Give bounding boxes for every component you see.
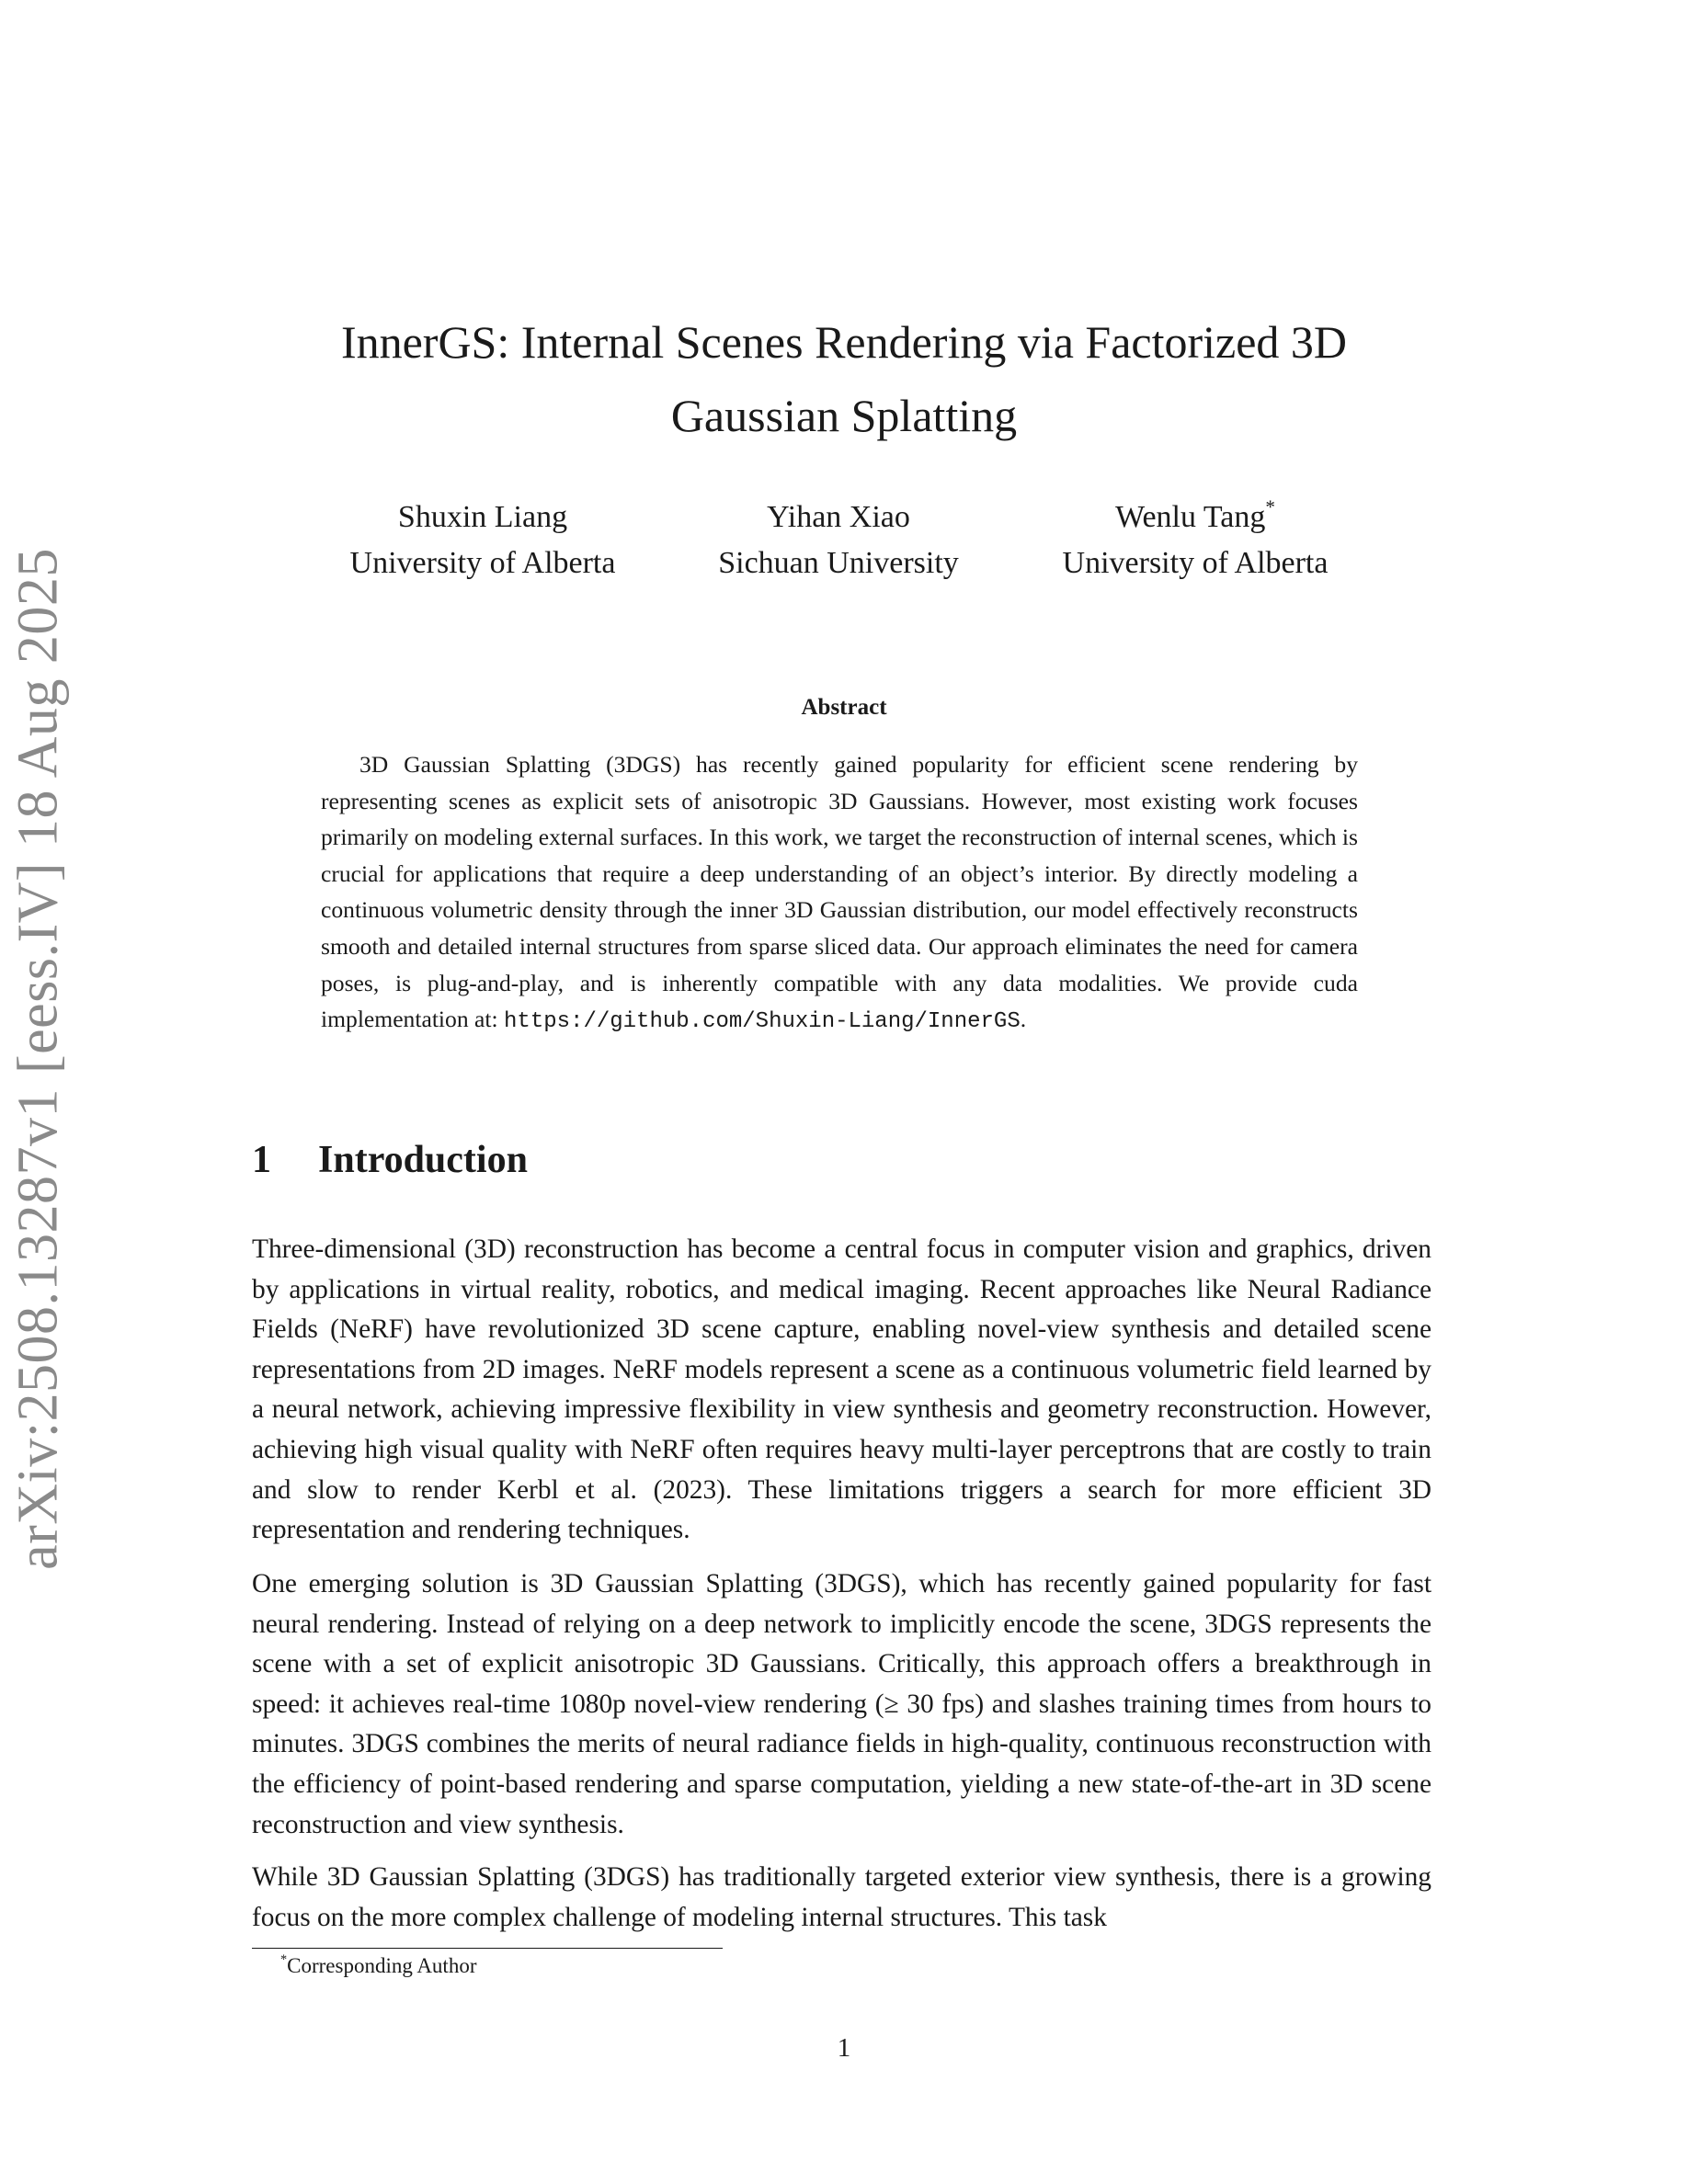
section-number: 1 xyxy=(252,1139,271,1181)
section-title: Introduction xyxy=(318,1139,528,1181)
author-2 xyxy=(718,495,959,586)
body-paragraph: While 3D Gaussian Splatting (3DGS) has traditionally targeted exterior view synthesis, there is a growing focus on the more complex challenge of modeling internal structures. This task xyxy=(252,1862,1431,1932)
author-1 xyxy=(350,495,616,586)
author-affiliation: University of Alberta xyxy=(1062,546,1329,580)
abstract-heading: Abstract xyxy=(801,695,887,720)
author-name: Yihan Xiao xyxy=(767,500,910,534)
body-paragraph: Three-dimensional (3D) reconstruction has become a central focus in computer vision and graphics, driven by applications in virtual reality, robotics, and medical imaging. Recent approaches like Neural Radiance Fields (NeRF) have revolutionized 3D scene capture, enabling novel-view synthesis and detailed scene representations from 2D images. NeRF models represent a scene as a continuous volumetric field learned by a neural network, achieving impressive flexibility in view synthesis and geometry reconstruction. However, achieving high visual quality with NeRF often requires heavy multi-layer perceptrons that are costly to train and slow to render Kerbl et al. (2023). These limitations triggers a search for more efficient 3D representation and rendering techniques. xyxy=(252,1234,1431,1545)
footnote: *Corresponding Author xyxy=(280,1952,477,1977)
code-repository-link[interactable]: https://github.com/Shuxin-Liang/InnerGS xyxy=(504,1009,1021,1035)
author-block xyxy=(0,495,1688,596)
section-heading-introduction xyxy=(252,1138,528,1182)
page-number: 1 xyxy=(837,2033,851,2063)
author-name: Wenlu Tang* xyxy=(1115,495,1275,534)
author-3 xyxy=(1063,495,1329,586)
author-affiliation: University of Alberta xyxy=(349,546,616,580)
author-name: Shuxin Liang xyxy=(397,500,568,534)
abstract-text: 3D Gaussian Splatting (3DGS) has recently gained popularity for efficient scene rendering by representing scenes as explicit sets of anisotropic 3D Gaussians. However, most existing work focuses primarily on modeling external surfaces. In this work, we target the reconstruction of internal scenes, which is crucial for applications that require a deep understanding of an object’s interior. By directly modeling a continuous volumetric density through the inner 3D Gaussian distribution, our model effectively reconstructs smooth and detailed internal structures from sparse sliced data. Our approach eliminates the need for camera poses, is plug-and-play, and is inherently compatible with any data modalities. We provide cuda implementation at: https://github.com/Shuxin-Liang/InnerGS. xyxy=(321,751,1358,1035)
author-affiliation: Sichuan University xyxy=(718,546,959,580)
body-paragraph: One emerging solution is 3D Gaussian Splatting (3DGS), which has recently gained popularity for fast neural rendering. Instead of relying on a deep network to implicitly encode the scene, 3DGS represents the scene with a set of explicit anisotropic 3D Gaussians. Critically, this approach offers a breakthrough in speed: it achieves real-time 1080p novel-view rendering (≥ 30 fps) and slashes training times from hours to minutes. 3DGS combines the merits of neural radiance fields in high-quality, continuous reconstruction with the efficiency of point-based rendering and sparse computation, yielding a new state-of-the-art in 3D scene reconstruction and view synthesis. xyxy=(252,1569,1431,1839)
arxiv-identifier-text: arXiv:2508.13287v1 [eess.IV] 18 Aug 2025 xyxy=(6,548,70,1570)
paper-title: InnerGS: Internal Scenes Rendering via Factorized 3D Gaussian Splatting xyxy=(340,316,1348,441)
footnote-divider xyxy=(252,1948,723,1949)
